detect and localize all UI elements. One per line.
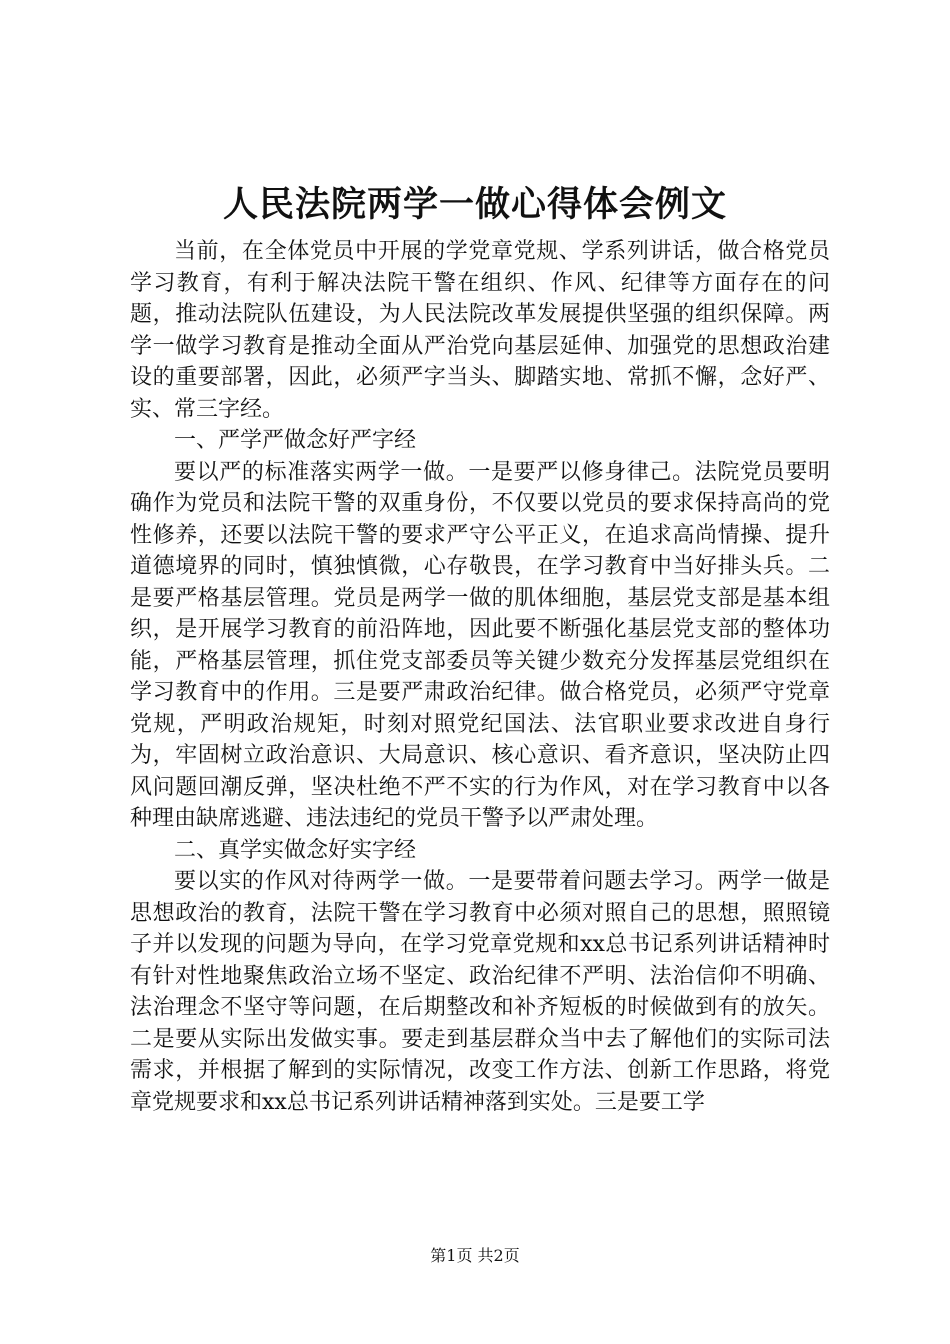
page-number-footer: 第1页 共2页 [430, 1246, 520, 1265]
section-heading-2: 二、真学实做念好实字经 [174, 837, 417, 863]
section-2-paragraph: 要以实的作风对待两学一做。一是要带着问题去学习。两学一做是思想政治的教育，法院干警在学习教育中必须对照自己的思想，照照镜子并以发现的问题为导向，在学习党章党规和xx总书记系列讲话精神时有针对性地聚焦政治立场不坚定、政治纪律不严明、法治信仰不明确、法治理念不坚守等问题，在后期整改和补齐短板的时候做到有的放矢。二是要从实际出发做实事。要走到基层群众当中去了解他们的实际司法需求，并根据了解到的实际情况，改变工作方法、创新工作思路，将党章党规要求和xx总书记系列讲话精神落到实处。三是要工学 [130, 869, 830, 1115]
document-body [130, 236, 830, 1118]
section-1-paragraph: 要以严的标准落实两学一做。一是要严以修身律己。法院党员要明确作为党员和法院干警的双重身份，不仅要以党员的要求保持高尚的党性修养，还要以法院干警的要求严守公平正义，在追求高尚情操、提升道德境界的同时，慎独慎微，心存敬畏，在学习教育中当好排头兵。二是要严格基层管理。党员是两学一做的肌体细胞，基层党支部是基本组织，是开展学习教育的前沿阵地，因此要不断强化基层党支部的整体功能，严格基层管理，抓住党支部委员等关键少数充分发挥基层党组织在学习教育中的作用。三是要严肃政治纪律。做合格党员，必须严守党章党规，严明政治规矩，时刻对照党纪国法、法官职业要求改进自身行为，牢固树立政治意识、大局意识、核心意识、看齐意识，坚决防止四风问题回潮反弹，坚决杜绝不严不实的行为作风，对在学习教育中以各种理由缺席逃避、违法违纪的党员干警予以严肃处理。 [130, 459, 830, 831]
section-heading-1: 一、严学严做念好严字经 [174, 428, 417, 453]
intro-paragraph: 当前，在全体党员中开展的学党章党规、学系列讲话，做合格党员学习教育，有利于解决法院干警在组织、作风、纪律等方面存在的问题，推动法院队伍建设，为人民法院改革发展提供坚强的组织保障。两学一做学习教育是推动全面从严治党向基层延伸、加强党的思想政治建设的重要部署，因此，必须严字当头、脚踏实地、常抓不懈，念好严、实、常三字经。 [130, 239, 830, 422]
document-title: 人民法院两学一做心得体会例文 [222, 184, 727, 225]
